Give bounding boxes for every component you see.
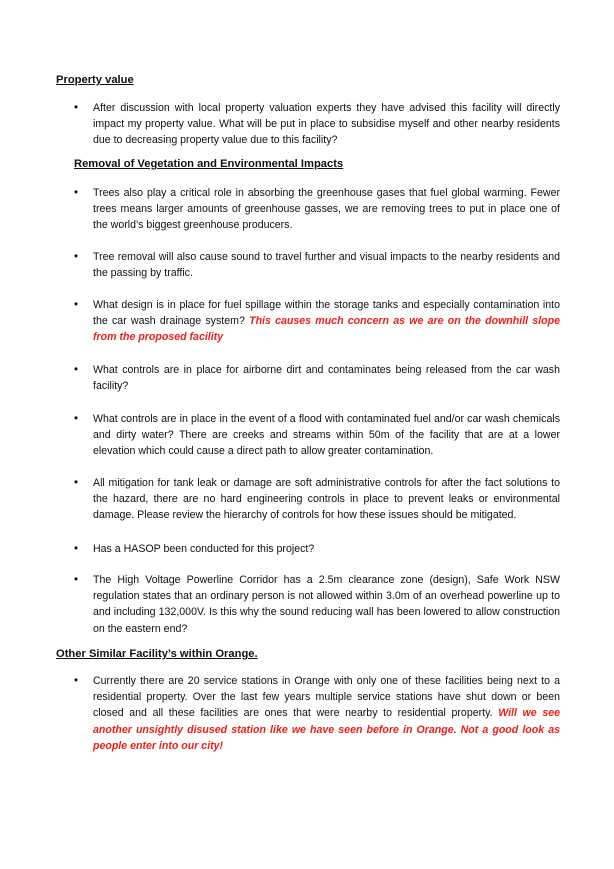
list-item-text: Trees also play a critical role in absorbing the greenhouse gases that fuel global warming. Fewer trees means larger amounts of greenhouse gasses, we are removing trees to put in place one of the world’s biggest greenhouse producers. (93, 187, 560, 232)
bullet-icon: • (74, 413, 79, 425)
bullet-icon: • (74, 364, 79, 376)
bullet-icon: • (74, 187, 79, 199)
bullet-icon: • (74, 251, 79, 263)
section-heading-vegetation: Removal of Vegetation and Environmental Impacts (74, 158, 344, 170)
bullet-icon: • (74, 574, 79, 586)
list-item (74, 249, 560, 281)
bullet-icon: • (74, 675, 79, 687)
list-item-text: What design is in place for fuel spillage within the storage tanks and especially contamination into the car wash drainage system? This causes much concern as we are on the downhill slope from the proposed facility (93, 299, 560, 344)
bullet-icon: • (74, 477, 79, 489)
list-item (74, 673, 560, 754)
list-item (74, 572, 560, 637)
list-item (74, 541, 560, 557)
list-item (74, 297, 560, 346)
list-item (74, 362, 560, 394)
list-item (74, 100, 560, 149)
list-item-text: After discussion with local property valuation experts they have advised this facility will directly impact my property value. What will be put in place to subsidise myself and other nearby residents due to decreasing property value due to this facility? (93, 102, 560, 147)
list-item-text: What controls are in place in the event of a flood with contaminated fuel and/or car wash chemicals and dirty water? There are creeks and streams within 50m of the facility that are at a lower elevation which could cause a direct path to allow greater contamination. (93, 413, 560, 458)
list-item-text: Has a HASOP been conducted for this project? (93, 543, 315, 555)
section-heading-property-value: Property value (56, 74, 134, 86)
list-item-text: Currently there are 20 service stations in Orange with only one of these facilities being next to a residential property. Over the last few years multiple service stations have shut down or been closed and all these facilities are ones that were nearby to residential property. Will we see another unsightly disused station like we have seen before in Orange. Not a good look as people enter into our city! (93, 675, 560, 752)
emphasis-text: Will we see another unsightly disused station like we have seen before in Orange. Not a good look as people enter into our city! (93, 707, 560, 752)
list-item-text: What controls are in place for airborne dirt and contaminates being released from the car wash facility? (93, 364, 560, 393)
bullet-icon: • (74, 102, 79, 114)
list-item (74, 475, 560, 524)
list-item-text: The High Voltage Powerline Corridor has a 2.5m clearance zone (design), Safe Work NSW regulation states that an ordinary person is not allowed within 3.0m of an overhead powerline up to and including 132,000V. Is this why the sound reducing wall has been lowered to allow construction on the eastern end? (93, 574, 560, 635)
emphasis-text: This causes much concern as we are on the downhill slope from the proposed facility (93, 315, 560, 344)
section-heading-other-facilities: Other Similar Facility’s within Orange. (56, 648, 258, 660)
list-item-text: All mitigation for tank leak or damage are soft administrative controls for after the fact solutions to the hazard, there are no hard engineering controls in place to prevent leaks or environmental damage. Please review the hierarchy of controls for how these issues should be mitigated. (93, 477, 560, 522)
list-item (74, 185, 560, 234)
list-item (74, 411, 560, 460)
bullet-icon: • (74, 299, 79, 311)
bullet-icon: • (74, 543, 79, 555)
list-item-text: Tree removal will also cause sound to travel further and visual impacts to the nearby residents and the passing by traffic. (93, 251, 560, 280)
